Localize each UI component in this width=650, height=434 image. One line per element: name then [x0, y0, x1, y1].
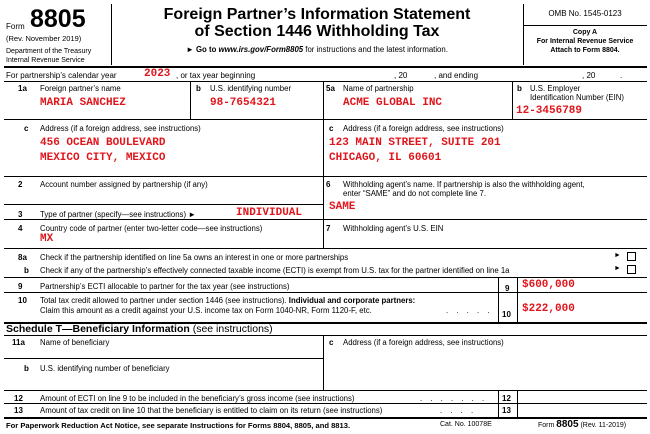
line-8b-checkbox[interactable]: [627, 265, 636, 274]
partner-address-line-2[interactable]: MEXICO CITY, MEXICO: [40, 152, 166, 164]
partner-country-code[interactable]: MX: [40, 233, 54, 245]
line-5b-label-2: Identification Number (EIN): [530, 93, 625, 102]
line-11c-label: Address (if a foreign address, see instructions): [343, 338, 504, 347]
line-5c-number: c: [329, 124, 334, 133]
line-10-label-2: Claim this amount as a credit against your U.S. income tax on Form 1040-NR, Form 1120-F, etc.: [40, 306, 372, 315]
footer-form-rev: (Rev. 11-2019): [578, 422, 627, 429]
line-8a-checkbox[interactable]: [627, 252, 636, 261]
partner-type[interactable]: INDIVIDUAL: [236, 207, 303, 219]
line-11b-label: U.S. identifying number of beneficiary: [40, 364, 170, 373]
year-dot: .: [620, 71, 623, 80]
line-8b-number: b: [24, 266, 29, 275]
line-9-box-number: 9: [505, 284, 510, 293]
line-13-box-number: 13: [502, 406, 511, 415]
line-6-number: 6: [326, 180, 331, 189]
footer-form-number: 8805: [556, 419, 579, 430]
year-comma-20-a: , 20: [394, 71, 408, 80]
title-line-1: Foreign Partner’s Information Statement: [163, 6, 471, 23]
footer-cat-number: Cat. No. 10078E: [440, 421, 492, 428]
line-1c-label: Address (if a foreign address, see instructions): [40, 124, 201, 133]
line-8b-label: Check if any of the partnership’s effectively connected taxable income (ECTI) is exempt from U.S. tax for the partner identified on line 1a: [40, 266, 510, 275]
line-5a-label: Name of partnership: [343, 84, 414, 93]
line-12-number: 12: [14, 394, 23, 403]
line-6-label-2: enter “SAME” and do not complete line 7.: [343, 189, 487, 198]
year-comma-20-b: , 20: [582, 71, 596, 80]
schedule-t-note: (see instructions): [189, 323, 273, 335]
line-1b-label: U.S. identifying number: [210, 84, 292, 93]
line-11c-number: c: [329, 338, 334, 347]
omb-number: OMB No. 1545-0123: [548, 9, 622, 18]
partnership-address-line-2[interactable]: CHICAGO, IL 60601: [329, 152, 442, 164]
tax-credit-allowed[interactable]: $222,000: [522, 303, 575, 315]
goto-prefix: ► Go to: [186, 45, 219, 54]
line-12-leader-dots: . . . . . . .: [420, 394, 488, 403]
line-10-label-1-text: Total tax credit allowed to partner under section 1446 (see instructions).: [40, 296, 287, 305]
line-8b-arrow-icon: ►: [614, 265, 621, 272]
form-label: Form: [6, 22, 25, 31]
calendar-year-value[interactable]: 2023: [144, 68, 171, 80]
line-9-label: Partnership’s ECTI allocable to partner for the tax year (see instructions): [40, 282, 290, 291]
line-11a-number: 11a: [12, 338, 25, 347]
line-2-label: Account number assigned by partnership (if any): [40, 180, 208, 189]
line-13-number: 13: [14, 406, 23, 415]
copy-line-1: For Internal Revenue Service: [536, 38, 634, 45]
line-3-label: Type of partner (specify—see instructions) ►: [40, 210, 196, 219]
line-5b-number: b: [517, 84, 522, 93]
line-9-number: 9: [18, 282, 23, 291]
partnership-ecti[interactable]: $600,000: [522, 279, 575, 291]
line-4-label: Country code of partner (enter two-letter code—see instructions): [40, 224, 263, 233]
foreign-partner-name[interactable]: MARIA SANCHEZ: [40, 97, 126, 109]
copy-line-2: Attach to Form 8804.: [550, 47, 620, 54]
form-number: 8805: [30, 5, 86, 33]
line-5b-label-1: U.S. Employer: [530, 84, 581, 93]
schedule-t-title: Schedule T—Beneficiary Information: [6, 323, 190, 335]
footer-form-id: [538, 419, 626, 430]
line-7-number: 7: [326, 224, 331, 233]
goto-instructions: [111, 45, 523, 54]
year-prefix: For partnership’s calendar year: [6, 71, 117, 80]
line-8a-number: 8a: [18, 253, 27, 262]
withholding-agent-name[interactable]: SAME: [329, 201, 356, 213]
line-10-leader-dots: . . . . .: [446, 306, 493, 315]
partner-us-id-number[interactable]: 98-7654321: [210, 97, 277, 109]
line-12-box-number: 12: [502, 394, 511, 403]
line-10-label-1-bold: Individual and corporate partners:: [286, 296, 416, 305]
form-id-block: [6, 4, 106, 66]
line-1c-number: c: [24, 124, 29, 133]
line-10-number: 10: [18, 296, 27, 305]
line-5c-label: Address (if a foreign address, see instructions): [343, 124, 504, 133]
page-title: [111, 6, 523, 54]
line-10-box-number: 10: [502, 310, 511, 319]
partner-address-line-1[interactable]: 456 OCEAN BOULEVARD: [40, 137, 166, 149]
irs-label: Internal Revenue Service: [6, 57, 85, 64]
dept-label: Department of the Treasury: [6, 48, 92, 55]
line-11b-number: b: [24, 364, 29, 373]
tax-year-row: [6, 68, 646, 81]
line-10-label-1: [40, 296, 415, 305]
line-7-label: Withholding agent’s U.S. EIN: [343, 224, 444, 233]
copy-title: Copy A: [572, 29, 598, 36]
irs-link[interactable]: www.irs.gov/Form8805: [218, 45, 304, 54]
and-ending: , and ending: [434, 71, 479, 80]
line-8a-label: Check if the partnership identified on line 5a owns an interest in one or more partnerships: [40, 253, 349, 262]
line-13-label: Amount of tax credit on line 10 that the beneficiary is entitled to claim on its return (see instructions): [40, 406, 383, 415]
line-13-leader-dots: . . . .: [440, 406, 477, 415]
year-mid: , or tax year beginning: [176, 71, 256, 80]
copy-block: [523, 28, 647, 55]
partnership-ein[interactable]: 12-3456789: [516, 105, 583, 117]
goto-suffix: for instructions and the latest information.: [303, 45, 448, 54]
partnership-address-line-1[interactable]: 123 MAIN STREET, SUITE 201: [329, 137, 501, 149]
form-revision: (Rev. November 2019): [6, 34, 82, 43]
partnership-name[interactable]: ACME GLOBAL INC: [343, 97, 443, 109]
title-line-2: of Section 1446 Withholding Tax: [194, 23, 440, 40]
line-6-label-1: Withholding agent’s name. If partnership is also the withholding agent,: [343, 180, 585, 189]
line-12-label: Amount of ECTI on line 9 to be included in the beneficiary’s gross income (see instructions): [40, 394, 355, 403]
line-1a-label: Foreign partner’s name: [40, 84, 121, 93]
footer-form-prefix: Form: [538, 422, 557, 429]
footer-paperwork-notice: For Paperwork Reduction Act Notice, see separate Instructions for Forms 8804, 8805, and 8813.: [6, 421, 351, 430]
line-1b-number: b: [196, 84, 201, 93]
schedule-t-heading: [6, 324, 273, 335]
line-4-number: 4: [18, 224, 23, 233]
line-5a-number: 5a: [326, 84, 335, 93]
line-8a-arrow-icon: ►: [614, 252, 621, 259]
line-11a-label: Name of beneficiary: [40, 338, 110, 347]
omb-block: [523, 4, 647, 20]
line-2-number: 2: [18, 180, 23, 189]
line-3-number: 3: [18, 210, 23, 219]
line-1a-number: 1a: [18, 84, 27, 93]
